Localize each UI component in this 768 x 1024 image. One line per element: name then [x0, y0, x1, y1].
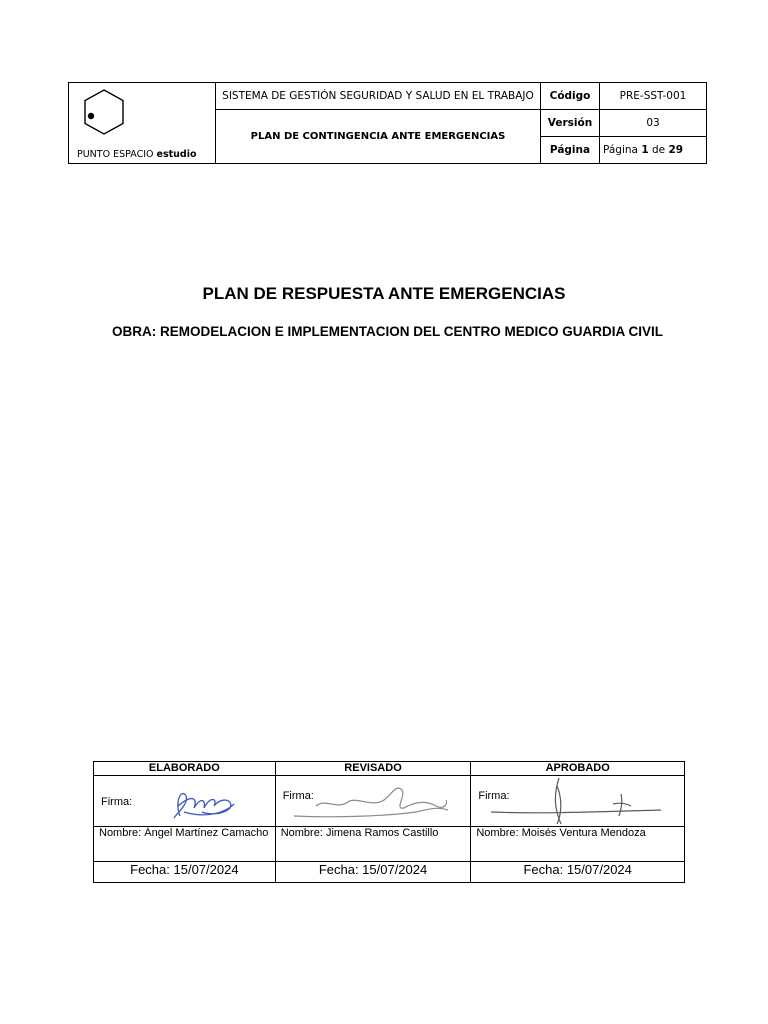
approval-signature-table — [93, 761, 685, 883]
elaborado-signature-cell — [94, 776, 276, 827]
aprobado-name: Nombre: Moisés Ventura Mendoza — [471, 827, 685, 862]
page-label: Página — [541, 137, 600, 164]
system-title: SISTEMA DE GESTIÓN SEGURIDAD Y SALUD EN EL TRABAJO — [216, 83, 541, 110]
code-label: Código — [541, 83, 600, 110]
signature-revisado-icon — [276, 776, 472, 826]
version-label: Versión — [541, 110, 600, 137]
firma-label: Firma: — [282, 790, 314, 802]
code-value: PRE-SST-001 — [600, 83, 707, 110]
revisado-signature-cell — [275, 776, 471, 827]
document-title: PLAN DE RESPUESTA ANTE EMERGENCIAS — [202, 284, 566, 303]
company-name: PUNTO ESPACIO estudio — [77, 149, 197, 160]
firma-label: Firma: — [101, 796, 133, 808]
aprobado-signature-cell — [471, 776, 685, 827]
aprobado-heading: APROBADO — [471, 762, 685, 776]
revisado-name: Nombre: Jimena Ramos Castillo — [275, 827, 471, 862]
company-logo-icon — [79, 87, 129, 137]
document-header-table — [68, 82, 707, 164]
elaborado-heading: ELABORADO — [94, 762, 276, 776]
aprobado-date: Fecha: 15/07/2024 — [471, 862, 685, 883]
elaborado-name: Nombre: Ángel Martínez Camacho — [94, 827, 276, 862]
plan-title: PLAN DE CONTINGENCIA ANTE EMERGENCIAS — [216, 110, 541, 164]
signature-aprobado-icon — [471, 776, 685, 826]
firma-label: Firma: — [478, 790, 510, 802]
version-value: 03 — [600, 110, 707, 137]
revisado-date: Fecha: 15/07/2024 — [275, 862, 471, 883]
document-subtitle: OBRA: REMODELACION E IMPLEMENTACION DEL CENTRO MEDICO GUARDIA CIVIL — [111, 324, 663, 339]
page-value: Página 1 de 29 — [600, 137, 707, 164]
signature-elaborado-icon — [94, 776, 276, 826]
revisado-heading: REVISADO — [275, 762, 471, 776]
company-logo-cell — [69, 83, 216, 164]
elaborado-date: Fecha: 15/07/2024 — [94, 862, 276, 883]
